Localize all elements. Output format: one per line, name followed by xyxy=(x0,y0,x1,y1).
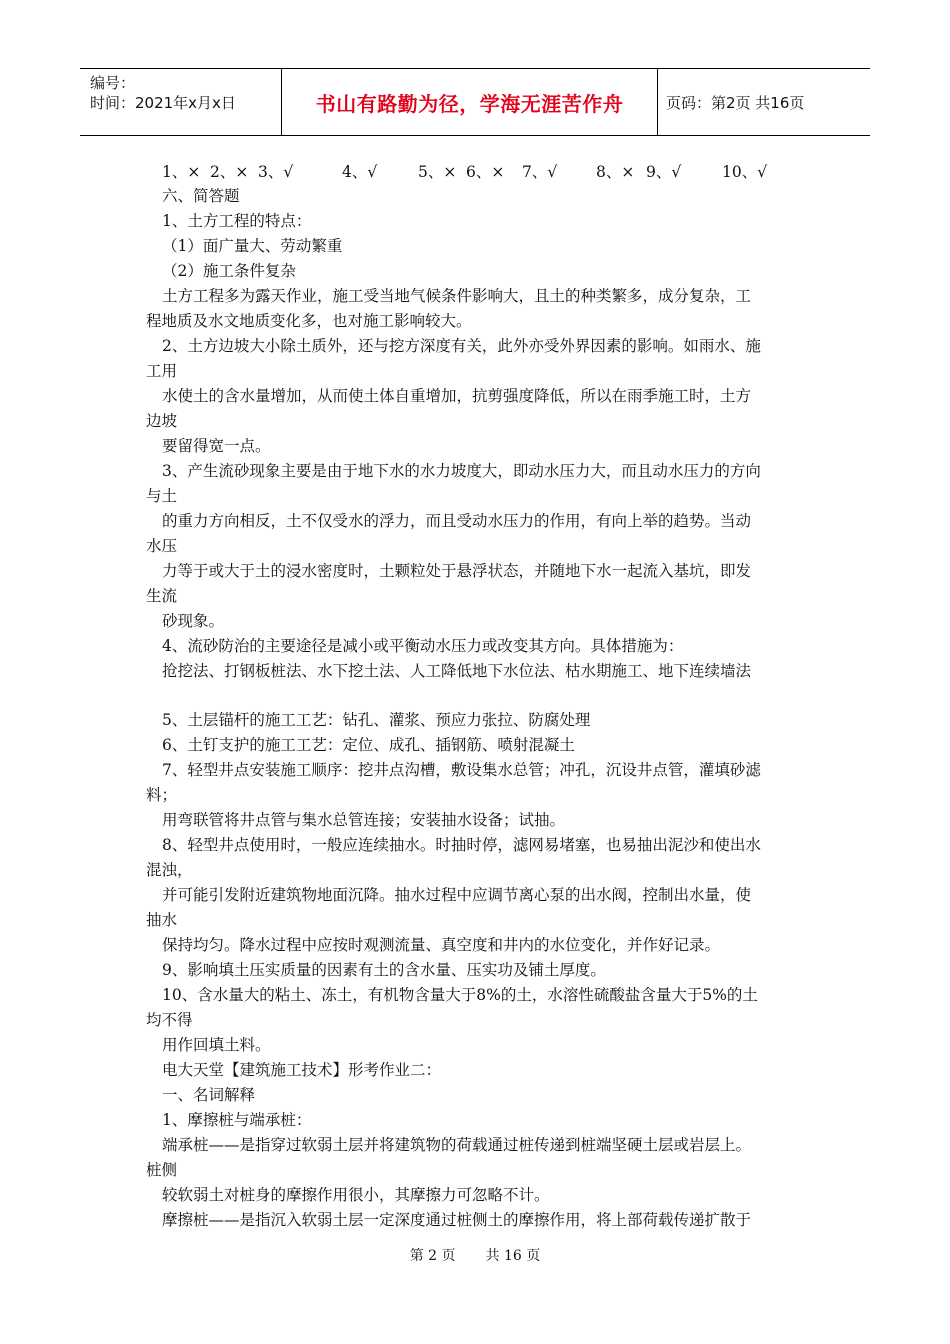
text-line: 10、含水量大的粘土、冻土，有机物含量大于8%的土，水溶性硫酸盐含量大于5%的土 xyxy=(162,986,758,1004)
text-line: 较软弱土对桩身的摩擦作用很小，其摩擦力可忽略不计。 xyxy=(162,1186,550,1204)
text-line: 边坡 xyxy=(146,412,178,430)
text-line: 抽水 xyxy=(146,911,178,929)
text-line: 程地质及水文地质变化多，也对施工影响较大。 xyxy=(146,312,472,330)
text-line: 混浊， xyxy=(146,861,193,879)
text-line: （1）面广量大、劳动繁重 xyxy=(162,237,343,255)
answer-item: 2、× xyxy=(210,163,249,181)
section-heading: 电大天堂【建筑施工技术】形考作业二： xyxy=(162,1061,442,1079)
answer-item: 8、× xyxy=(596,163,635,181)
text-line: （2）施工条件复杂 xyxy=(162,262,296,280)
text-line: 工用 xyxy=(146,362,178,380)
text-line: 3、产生流砂现象主要是由于地下水的水力坡度大，即动水压力大，而且动水压力的方向 xyxy=(162,462,761,480)
answer-item: 7、√ xyxy=(522,163,558,181)
text-line: 2、土方边坡大小除土质外，还与挖方深度有关，此外亦受外界因素的影响。如雨水、施 xyxy=(162,337,761,355)
time-label: 时间：2021年x月x日 xyxy=(90,94,236,112)
header-meta xyxy=(80,69,282,135)
page-footer xyxy=(0,1245,950,1265)
answer-item: 1、× xyxy=(162,163,201,181)
header-page-code: 页码：第2页 共16页 xyxy=(666,93,805,112)
footer-total: 共 16 页 xyxy=(485,1248,541,1264)
text-line: 水压 xyxy=(146,537,178,555)
text-line: 要留得宽一点。 xyxy=(162,437,271,455)
answer-item: 6、× xyxy=(466,163,505,181)
text-line: 并可能引发附近建筑物地面沉降。抽水过程中应调节离心泵的出水阀，控制出水量，使 xyxy=(162,886,752,904)
text-line: 料； xyxy=(146,786,178,804)
answer-item: 5、× xyxy=(418,163,457,181)
text-line: 1、摩擦桩与端承桩： xyxy=(162,1111,312,1129)
text-line: 水使土的含水量增加，从而使土体自重增加，抗剪强度降低，所以在雨季施工时，土方 xyxy=(162,387,752,405)
text-line: 6、土钉支护的施工工艺：定位、成孔、插钢筋、喷射混凝土 xyxy=(162,736,575,754)
text-line: 均不得 xyxy=(146,1011,193,1029)
text-line: 力等于或大于土的浸水密度时，土颗粒处于悬浮状态，并随地下水一起流入基坑，即发 xyxy=(162,562,752,580)
text-line: 端承桩——是指穿过软弱土层并将建筑物的荷载通过桩传递到桩端坚硬土层或岩层上。 xyxy=(162,1136,752,1154)
text-line: 生流 xyxy=(146,587,178,605)
header-motto: 书山有路勤为径，学海无涯苦作舟 xyxy=(282,69,658,135)
text-line: 8、轻型井点使用时，一般应连续抽水。时抽时停，滤网易堵塞，也易抽出泥沙和使出水 xyxy=(162,836,761,854)
text-line: 的重力方向相反，土不仅受水的浮力，而且受动水压力的作用，有向上举的趋势。当动 xyxy=(162,512,752,530)
text-line: 用作回填土料。 xyxy=(162,1036,271,1054)
answer-item: 10、√ xyxy=(722,163,768,181)
text-line: 摩擦桩——是指沉入软弱土层一定深度通过桩侧土的摩擦作用，将上部荷载传递扩散于 xyxy=(162,1211,752,1229)
text-line: 9、影响填土压实质量的因素有土的含水量、压实功及铺土厚度。 xyxy=(162,961,606,979)
section-heading: 六、简答题 xyxy=(162,187,240,205)
text-line: 用弯联管将井点管与集水总管连接；安装抽水设备；试抽。 xyxy=(162,811,566,829)
text-line: 土方工程多为露天作业，施工受当地气候条件影响大，且土的种类繁多，成分复杂，工 xyxy=(162,287,752,305)
text-line: 桩侧 xyxy=(146,1161,178,1179)
answer-item: 3、√ xyxy=(258,163,294,181)
text-line: 4、流砂防治的主要途径是减小或平衡动水压力或改变其方向。具体措施为： xyxy=(162,637,684,655)
text-line: 1、土方工程的特点： xyxy=(162,212,312,230)
page-header xyxy=(80,68,870,136)
answer-item: 4、√ xyxy=(342,163,378,181)
text-line: 保持均匀。降水过程中应按时观测流量、真空度和井内的水位变化，并作好记录。 xyxy=(162,936,721,954)
text-line: 5、土层锚杆的施工工艺：钻孔、灌浆、预应力张拉、防腐处理 xyxy=(162,711,591,729)
footer-page: 第 2 页 xyxy=(409,1248,456,1264)
text-line: 砂现象。 xyxy=(162,612,225,630)
text-line: 7、轻型井点安装施工顺序：挖井点沟槽，敷设集水总管；冲孔，沉设井点管，灌填砂滤 xyxy=(162,761,761,779)
answer-item: 9、√ xyxy=(646,163,682,181)
text-line: 与土 xyxy=(146,487,178,505)
number-label: 编号： xyxy=(90,74,136,92)
section-heading: 一、名词解释 xyxy=(162,1086,256,1104)
text-line: 抢挖法、打钢板桩法、水下挖土法、人工降低地下水位法、枯水期施工、地下连续墙法 xyxy=(162,662,752,680)
